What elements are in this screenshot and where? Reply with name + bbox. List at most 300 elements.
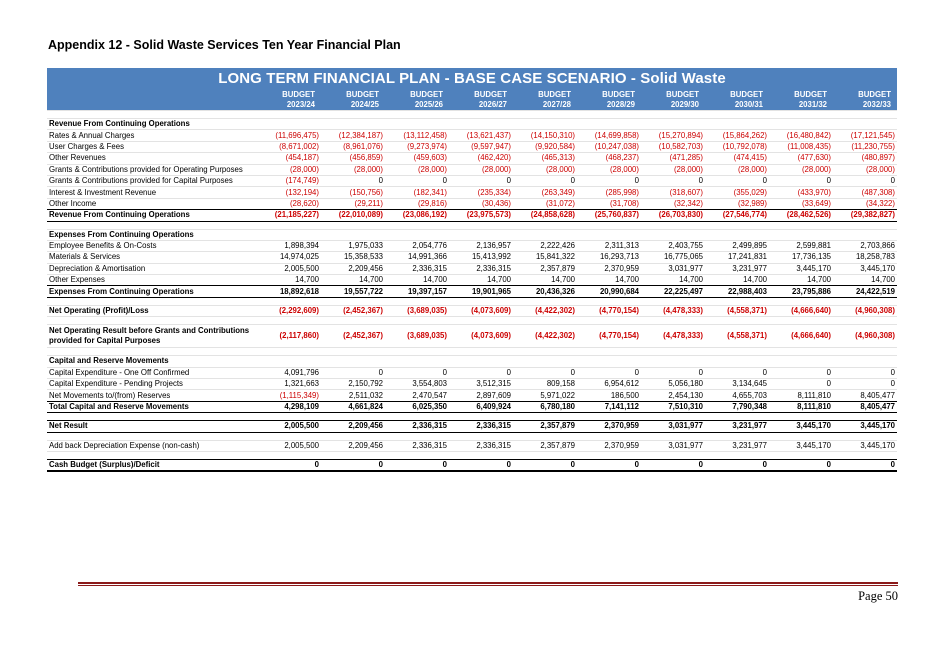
row-label <box>47 297 257 305</box>
table-row <box>47 210 897 221</box>
value-cell: (16,480,842) <box>769 130 833 141</box>
value-cell <box>385 432 449 440</box>
footer-rule-thin <box>78 585 898 586</box>
table-row <box>47 187 897 198</box>
column-header-row-budget <box>47 89 897 100</box>
value-cell: (3,689,035) <box>385 325 449 348</box>
value-cell: 7,141,112 <box>577 401 641 412</box>
value-cell: 18,892,618 <box>257 286 321 297</box>
value-cell <box>385 221 449 229</box>
value-cell: 2,599,881 <box>769 240 833 251</box>
row-label: Other Income <box>47 198 257 209</box>
value-cell: (21,185,227) <box>257 210 321 221</box>
value-cell: (1,115,349) <box>257 390 321 401</box>
value-cell: 0 <box>769 367 833 378</box>
value-cell <box>833 451 897 459</box>
value-cell: 0 <box>577 459 641 471</box>
value-cell: (11,696,475) <box>257 130 321 141</box>
value-cell: 2,470,547 <box>385 390 449 401</box>
value-cell: (29,382,827) <box>833 210 897 221</box>
spacer-row <box>47 432 897 440</box>
value-cell: 0 <box>769 175 833 186</box>
value-cell <box>833 297 897 305</box>
value-cell: 14,974,025 <box>257 252 321 263</box>
value-cell <box>257 317 321 325</box>
value-cell <box>769 229 833 240</box>
value-cell: (4,666,640) <box>769 305 833 316</box>
value-cell <box>449 119 513 130</box>
value-cell <box>577 297 641 305</box>
value-cell: 23,795,886 <box>769 286 833 297</box>
table-row <box>47 390 897 401</box>
value-cell: (28,000) <box>449 164 513 175</box>
value-cell: (13,112,458) <box>385 130 449 141</box>
value-cell: (480,897) <box>833 153 897 164</box>
row-label: Other Revenues <box>47 153 257 164</box>
column-header-year: 2032/33 <box>833 100 897 111</box>
value-cell <box>449 356 513 367</box>
section-heading-row <box>47 119 897 130</box>
value-cell: (28,000) <box>513 164 577 175</box>
value-cell <box>321 432 385 440</box>
footer-rule <box>78 582 898 584</box>
value-cell: (11,008,435) <box>769 141 833 152</box>
value-cell: 2,336,315 <box>449 421 513 432</box>
value-cell: 2,209,456 <box>321 421 385 432</box>
table-row <box>47 421 897 432</box>
value-cell: 19,557,722 <box>321 286 385 297</box>
value-cell: 4,655,703 <box>705 390 769 401</box>
value-cell: 2,357,879 <box>513 440 577 451</box>
value-cell: (235,334) <box>449 187 513 198</box>
value-cell: 15,841,322 <box>513 252 577 263</box>
value-cell <box>705 432 769 440</box>
table-row <box>47 198 897 209</box>
value-cell: (13,621,437) <box>449 130 513 141</box>
column-header-year: 2025/26 <box>385 100 449 111</box>
value-cell: 0 <box>833 459 897 471</box>
value-cell: (11,230,755) <box>833 141 897 152</box>
value-cell <box>769 317 833 325</box>
value-cell: 6,780,180 <box>513 401 577 412</box>
value-cell: 0 <box>385 459 449 471</box>
value-cell: 2,357,879 <box>513 263 577 274</box>
column-header-budget: BUDGET <box>321 89 385 100</box>
value-cell: (4,960,308) <box>833 325 897 348</box>
value-cell <box>321 221 385 229</box>
value-cell: 14,700 <box>321 275 385 286</box>
value-cell <box>705 317 769 325</box>
value-cell <box>705 119 769 130</box>
value-cell: 3,031,977 <box>641 440 705 451</box>
value-cell: (263,349) <box>513 187 577 198</box>
value-cell: 4,298,109 <box>257 401 321 412</box>
value-cell <box>577 413 641 421</box>
value-cell: 5,971,022 <box>513 390 577 401</box>
value-cell: 7,790,348 <box>705 401 769 412</box>
value-cell <box>257 221 321 229</box>
value-cell: 2,499,895 <box>705 240 769 251</box>
value-cell: 0 <box>385 367 449 378</box>
value-cell: 20,436,326 <box>513 286 577 297</box>
value-cell: (23,975,573) <box>449 210 513 221</box>
column-header-year: 2023/24 <box>257 100 321 111</box>
table-row <box>47 130 897 141</box>
value-cell: 14,700 <box>641 275 705 286</box>
value-cell: (4,960,308) <box>833 305 897 316</box>
value-cell: 19,901,965 <box>449 286 513 297</box>
value-cell <box>449 317 513 325</box>
value-cell: 2,336,315 <box>449 440 513 451</box>
row-label: Depreciation & Amortisation <box>47 263 257 274</box>
section-heading: Expenses From Continuing Operations <box>47 229 257 240</box>
value-cell <box>385 317 449 325</box>
value-cell <box>769 451 833 459</box>
value-cell: 2,336,315 <box>449 263 513 274</box>
value-cell: 14,700 <box>769 275 833 286</box>
table-row <box>47 153 897 164</box>
value-cell <box>513 317 577 325</box>
value-cell <box>705 348 769 356</box>
value-cell: 0 <box>449 459 513 471</box>
value-cell: (9,920,584) <box>513 141 577 152</box>
value-cell: (10,247,038) <box>577 141 641 152</box>
table-row <box>47 305 897 316</box>
value-cell: (3,689,035) <box>385 305 449 316</box>
value-cell: 3,231,977 <box>705 421 769 432</box>
value-cell: (456,859) <box>321 153 385 164</box>
value-cell <box>449 221 513 229</box>
column-header-year: 2029/30 <box>641 100 705 111</box>
value-cell <box>769 432 833 440</box>
row-label <box>47 432 257 440</box>
spacer-row <box>47 317 897 325</box>
section-heading-row <box>47 356 897 367</box>
page-number: Page 50 <box>858 589 898 603</box>
value-cell <box>449 413 513 421</box>
value-cell <box>641 229 705 240</box>
column-header-budget: BUDGET <box>833 89 897 100</box>
column-header-year: 2024/25 <box>321 100 385 111</box>
row-label: Expenses From Continuing Operations <box>47 286 257 297</box>
value-cell: 0 <box>705 175 769 186</box>
table-row <box>47 325 897 348</box>
value-cell: (4,478,333) <box>641 325 705 348</box>
value-cell: 3,445,170 <box>769 421 833 432</box>
value-cell: 22,988,403 <box>705 286 769 297</box>
table-row <box>47 141 897 152</box>
value-cell <box>385 413 449 421</box>
column-header-year: 2030/31 <box>705 100 769 111</box>
value-cell: 0 <box>257 459 321 471</box>
value-cell: (8,961,076) <box>321 141 385 152</box>
value-cell: 0 <box>769 459 833 471</box>
value-cell <box>257 356 321 367</box>
value-cell <box>577 356 641 367</box>
value-cell: 22,225,497 <box>641 286 705 297</box>
spacer-row <box>47 348 897 356</box>
value-cell: 14,700 <box>577 275 641 286</box>
value-cell <box>321 297 385 305</box>
value-cell: 14,991,366 <box>385 252 449 263</box>
value-cell: 7,510,310 <box>641 401 705 412</box>
row-label: Net Result <box>47 421 257 432</box>
value-cell <box>833 348 897 356</box>
value-cell <box>769 221 833 229</box>
value-cell <box>513 348 577 356</box>
value-cell: 2,511,032 <box>321 390 385 401</box>
value-cell <box>769 119 833 130</box>
value-cell: 2,703,866 <box>833 240 897 251</box>
section-heading: Capital and Reserve Movements <box>47 356 257 367</box>
value-cell <box>321 451 385 459</box>
row-label: Other Expenses <box>47 275 257 286</box>
value-cell: 14,700 <box>705 275 769 286</box>
spacer-row <box>47 413 897 421</box>
value-cell: (15,270,894) <box>641 130 705 141</box>
value-cell: 20,990,684 <box>577 286 641 297</box>
spacer-row <box>47 451 897 459</box>
value-cell: 16,775,065 <box>641 252 705 263</box>
value-cell <box>769 297 833 305</box>
column-header-year: 2027/28 <box>513 100 577 111</box>
value-cell: 6,954,612 <box>577 379 641 390</box>
value-cell <box>577 317 641 325</box>
value-cell: 3,445,170 <box>769 440 833 451</box>
value-cell <box>705 451 769 459</box>
column-header-budget: BUDGET <box>705 89 769 100</box>
value-cell: 1,975,033 <box>321 240 385 251</box>
value-cell: (31,708) <box>577 198 641 209</box>
table-banner-title: LONG TERM FINANCIAL PLAN - BASE CASE SCENARIO - Solid Waste <box>47 68 897 89</box>
value-cell: 24,422,519 <box>833 286 897 297</box>
value-cell <box>257 432 321 440</box>
row-label: Grants & Contributions provided for Operating Purposes <box>47 164 257 175</box>
value-cell: (454,187) <box>257 153 321 164</box>
value-cell: 15,413,992 <box>449 252 513 263</box>
value-cell: 3,445,170 <box>833 440 897 451</box>
value-cell: 17,736,135 <box>769 252 833 263</box>
value-cell <box>705 111 769 119</box>
value-cell: 0 <box>833 175 897 186</box>
value-cell: (4,666,640) <box>769 325 833 348</box>
value-cell: (33,649) <box>769 198 833 209</box>
value-cell: (4,422,302) <box>513 325 577 348</box>
row-label: Net Operating Result before Grants and Contributions provided for Capital Purposes <box>47 325 257 348</box>
row-label <box>47 451 257 459</box>
value-cell <box>833 356 897 367</box>
value-cell <box>577 221 641 229</box>
value-cell: (27,546,774) <box>705 210 769 221</box>
value-cell: 3,445,170 <box>833 421 897 432</box>
row-label <box>47 413 257 421</box>
value-cell: 8,405,477 <box>833 401 897 412</box>
value-cell: (32,342) <box>641 198 705 209</box>
value-cell: 809,158 <box>513 379 577 390</box>
row-label: Rates & Annual Charges <box>47 130 257 141</box>
section-heading: Revenue From Continuing Operations <box>47 119 257 130</box>
value-cell <box>257 111 321 119</box>
value-cell: 17,241,831 <box>705 252 769 263</box>
value-cell: 2,357,879 <box>513 421 577 432</box>
value-cell: 0 <box>321 175 385 186</box>
value-cell: (32,989) <box>705 198 769 209</box>
value-cell: 3,134,645 <box>705 379 769 390</box>
row-label: Capital Expenditure - One Off Confirmed <box>47 367 257 378</box>
value-cell <box>449 432 513 440</box>
value-cell: 2,454,130 <box>641 390 705 401</box>
value-cell: (28,462,526) <box>769 210 833 221</box>
value-cell: (28,000) <box>385 164 449 175</box>
value-cell: 14,700 <box>257 275 321 286</box>
value-cell <box>449 451 513 459</box>
value-cell: 3,445,170 <box>769 263 833 274</box>
value-cell: (29,211) <box>321 198 385 209</box>
value-cell <box>321 119 385 130</box>
value-cell: 2,136,957 <box>449 240 513 251</box>
value-cell <box>257 119 321 130</box>
value-cell: 2,150,792 <box>321 379 385 390</box>
row-label: Net Movements to/(from) Reserves <box>47 390 257 401</box>
value-cell: 8,111,810 <box>769 401 833 412</box>
value-cell: (29,816) <box>385 198 449 209</box>
value-cell <box>321 356 385 367</box>
row-label: Revenue From Continuing Operations <box>47 210 257 221</box>
value-cell: 0 <box>833 367 897 378</box>
value-cell: 2,336,315 <box>385 421 449 432</box>
value-cell: (28,000) <box>705 164 769 175</box>
value-cell <box>641 348 705 356</box>
value-cell <box>577 432 641 440</box>
value-cell: 0 <box>513 175 577 186</box>
value-cell: 3,231,977 <box>705 440 769 451</box>
value-cell: 4,661,824 <box>321 401 385 412</box>
table-row <box>47 367 897 378</box>
row-label: Materials & Services <box>47 252 257 263</box>
value-cell <box>385 348 449 356</box>
value-cell: (28,000) <box>577 164 641 175</box>
value-cell: (24,858,628) <box>513 210 577 221</box>
value-cell <box>641 297 705 305</box>
value-cell <box>577 348 641 356</box>
value-cell: (2,452,367) <box>321 305 385 316</box>
value-cell: (23,086,192) <box>385 210 449 221</box>
value-cell <box>513 119 577 130</box>
value-cell: 19,397,157 <box>385 286 449 297</box>
value-cell <box>449 297 513 305</box>
value-cell: 0 <box>577 175 641 186</box>
value-cell <box>641 221 705 229</box>
value-cell <box>705 229 769 240</box>
value-cell <box>513 451 577 459</box>
value-cell: 2,005,500 <box>257 421 321 432</box>
value-cell: (25,760,837) <box>577 210 641 221</box>
row-label <box>47 221 257 229</box>
value-cell: (132,194) <box>257 187 321 198</box>
row-label: Net Operating (Profit)/Loss <box>47 305 257 316</box>
value-cell: 4,091,796 <box>257 367 321 378</box>
column-header-year: 2031/32 <box>769 100 833 111</box>
row-label: Employee Benefits & On-Costs <box>47 240 257 251</box>
value-cell: 0 <box>577 367 641 378</box>
table-row <box>47 252 897 263</box>
value-cell <box>577 111 641 119</box>
value-cell: 2,336,315 <box>385 263 449 274</box>
table-row <box>47 379 897 390</box>
value-cell: (465,313) <box>513 153 577 164</box>
column-header-blank <box>47 100 257 111</box>
value-cell: (9,597,947) <box>449 141 513 152</box>
value-cell: (22,010,089) <box>321 210 385 221</box>
value-cell: 186,500 <box>577 390 641 401</box>
value-cell: (28,000) <box>321 164 385 175</box>
value-cell: 0 <box>513 459 577 471</box>
spacer-row <box>47 111 897 119</box>
value-cell: (8,671,002) <box>257 141 321 152</box>
value-cell: (2,292,609) <box>257 305 321 316</box>
value-cell <box>705 297 769 305</box>
value-cell <box>833 317 897 325</box>
value-cell: (150,756) <box>321 187 385 198</box>
value-cell <box>641 432 705 440</box>
value-cell: (17,121,545) <box>833 130 897 141</box>
value-cell: (462,420) <box>449 153 513 164</box>
column-header-budget: BUDGET <box>257 89 321 100</box>
value-cell: 0 <box>705 367 769 378</box>
value-cell: 0 <box>833 379 897 390</box>
value-cell <box>449 229 513 240</box>
value-cell <box>513 111 577 119</box>
value-cell: 3,031,977 <box>641 263 705 274</box>
value-cell: (4,558,371) <box>705 305 769 316</box>
value-cell <box>833 111 897 119</box>
column-header-budget: BUDGET <box>513 89 577 100</box>
value-cell: (31,072) <box>513 198 577 209</box>
value-cell <box>321 348 385 356</box>
section-heading-row <box>47 229 897 240</box>
value-cell: 2,005,500 <box>257 440 321 451</box>
value-cell: 2,222,426 <box>513 240 577 251</box>
row-label: Cash Budget (Surplus)/Deficit <box>47 459 257 471</box>
table-row <box>47 240 897 251</box>
value-cell: (28,000) <box>833 164 897 175</box>
value-cell: (474,415) <box>705 153 769 164</box>
column-header-blank <box>47 89 257 100</box>
value-cell: 2,005,500 <box>257 263 321 274</box>
column-header-budget: BUDGET <box>385 89 449 100</box>
value-cell: 6,409,924 <box>449 401 513 412</box>
table-row <box>47 275 897 286</box>
column-header-row-year <box>47 100 897 111</box>
value-cell: (459,603) <box>385 153 449 164</box>
table-row <box>47 459 897 471</box>
row-label: User Charges & Fees <box>47 141 257 152</box>
value-cell: 3,554,803 <box>385 379 449 390</box>
value-cell: 14,700 <box>833 275 897 286</box>
value-cell: (9,273,974) <box>385 141 449 152</box>
value-cell: (4,478,333) <box>641 305 705 316</box>
value-cell: (28,000) <box>641 164 705 175</box>
spacer-row <box>47 297 897 305</box>
value-cell <box>833 221 897 229</box>
value-cell: 14,700 <box>385 275 449 286</box>
value-cell: (433,970) <box>769 187 833 198</box>
value-cell <box>641 356 705 367</box>
value-cell <box>513 229 577 240</box>
value-cell: 1,321,663 <box>257 379 321 390</box>
financial-plan-sheet <box>47 68 897 472</box>
value-cell: (2,452,367) <box>321 325 385 348</box>
